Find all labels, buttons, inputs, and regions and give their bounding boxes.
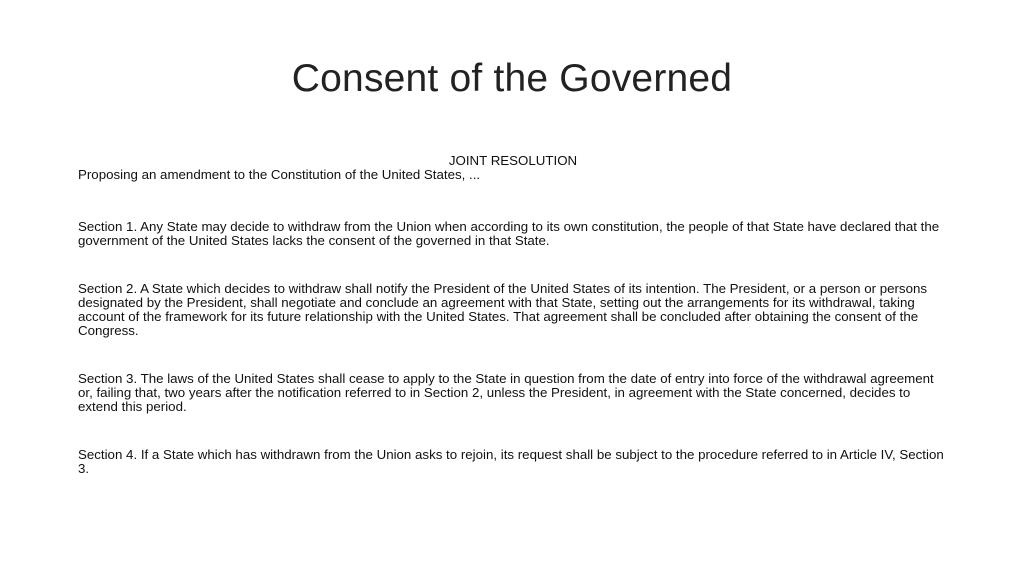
slide-title: Consent of the Governed bbox=[291, 57, 733, 100]
section-3: Section 3. The laws of the United States shall cease to apply to the State in question from the date of entry into force of the withdrawal agreement or, failing that, two years after the notification referred to in Section 2, unless the President, in agreement with the State concerned, decides to extend this period. bbox=[78, 371, 934, 414]
section-2: Section 2. A State which decides to withdraw shall notify the President of the United States of its intention. The President, or a person or persons designated by the President, shall negotiate and conclude an agreement with that State, setting out the arrangements for its withdrawal, taking account of the framework for its future relationship with the United States. That agreement shall be concluded after obtaining the consent of the Congress. bbox=[78, 281, 928, 338]
slide-body bbox=[78, 154, 948, 510]
proposal-text: Proposing an amendment to the Constitution of the United States, ... bbox=[78, 167, 481, 182]
resolution-heading: JOINT RESOLUTION bbox=[448, 153, 578, 168]
section-1: Section 1. Any State may decide to withdraw from the Union when according to its own constitution, the people of that State have declared that the government of the United States lacks the consent of the governed in that State. bbox=[78, 219, 940, 248]
section-4: Section 4. If a State which has withdrawn from the Union asks to rejoin, its request shall be subject to the procedure referred to in Article IV, Section 3. bbox=[78, 447, 944, 476]
